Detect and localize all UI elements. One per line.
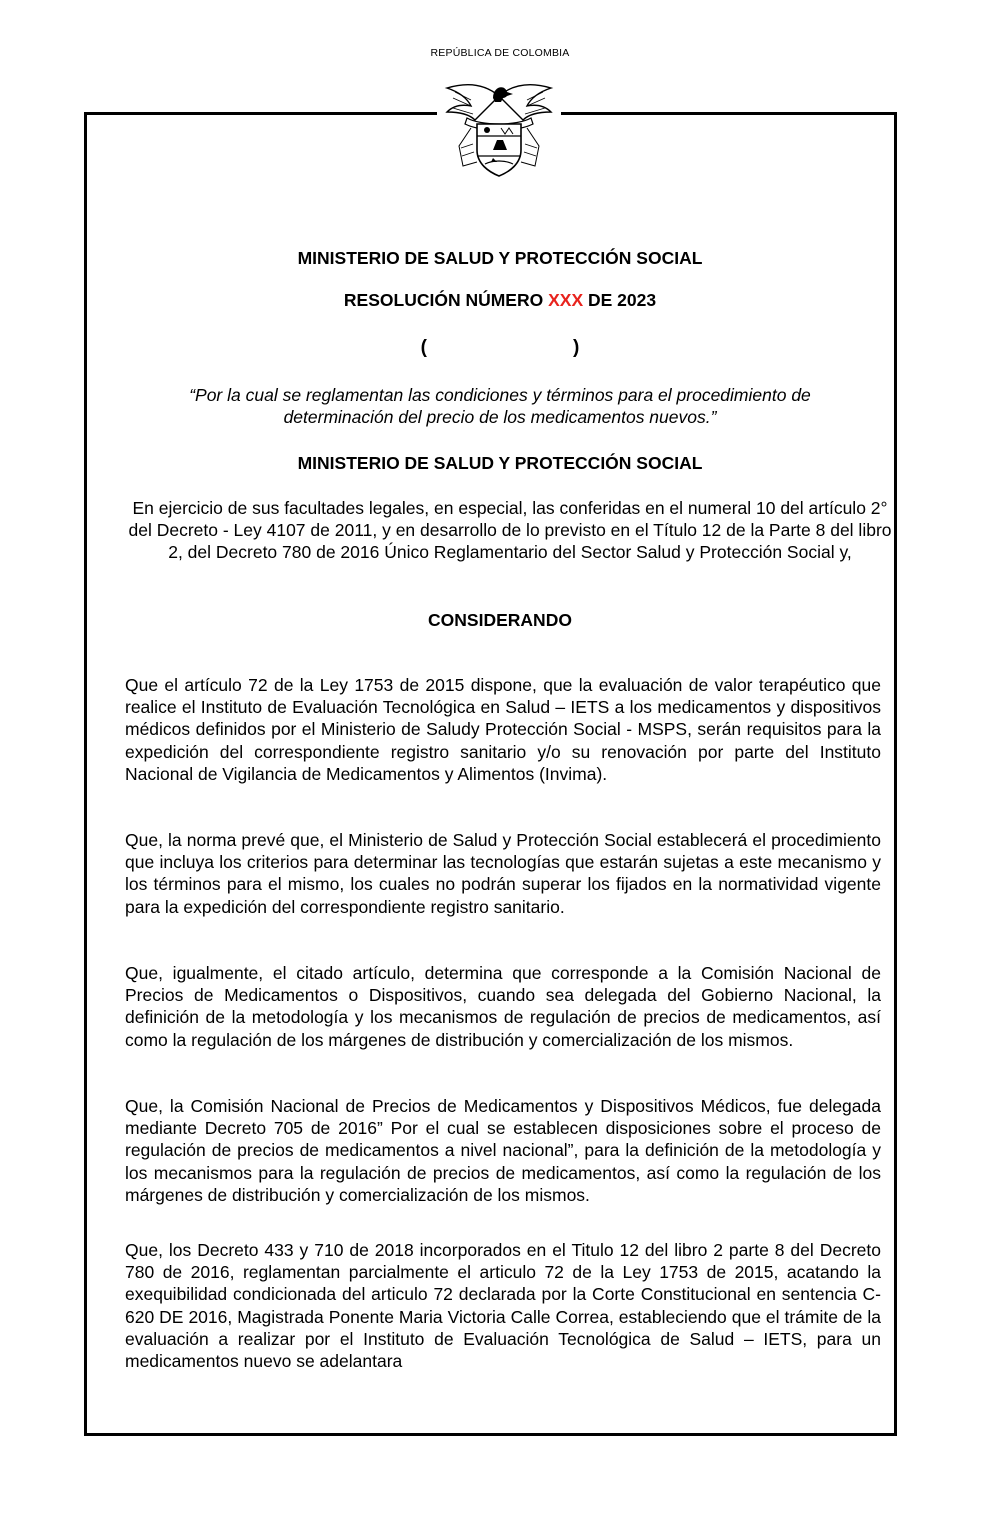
considerando-paragraph: Que, la norma prevé que, el Ministerio de Salud y Protección Social establecerá el procedimiento que incluya los criterios para determinar las tecnologías que estarán sujetas a este mecanismo y los términos para el mismo, los cuales no podrán superar los fijados en la normatividad vigente para la expedición del correspondiente registro sanitario.	[125, 830, 881, 917]
coat-of-arms-icon	[437, 76, 561, 184]
paren-close: )	[573, 337, 580, 358]
paren-open: (	[420, 337, 427, 358]
date-placeholder	[100, 337, 900, 359]
authority-ministerio: MINISTERIO DE SALUD Y PROTECCIÓN SOCIAL	[297, 453, 703, 473]
resolucion-prefix: RESOLUCIÓN NÚMERO	[343, 290, 549, 310]
considerando-paragraph: Que, la Comisión Nacional de Precios de Medicamentos y Dispositivos Médicos, fue delegada mediante Decreto 705 de 2016” Por el cual se establecen disposiciones sobre el proceso de regulación de precios de medicamentos a nivel nacional”, para la definición de la metodología y los mecanismos para la regulación de precios de medicamentos, así como la regulación de los márgenes de distribución y comercialización de los mismos.	[125, 1096, 881, 1205]
considerando-heading: CONSIDERANDO	[428, 610, 572, 630]
republica-header: REPÚBLICA DE COLOMBIA	[430, 47, 570, 59]
ministerio-title: MINISTERIO DE SALUD Y PROTECCIÓN SOCIAL	[297, 248, 703, 268]
epigrafe: “Por la cual se reglamentan las condiciones y términos para el procedimiento de determinación del precio de los medicamentos nuevos.”	[189, 385, 811, 427]
considerando-paragraph: Que el artículo 72 de la Ley 1753 de 2015 dispone, que la evaluación de valor terapéutico que realice el Instituto de Evaluación Tecnológica en Salud – IETS a los medicamentos y dispositivos médicos definidos por el Ministerio de Saludy Protección Social - MSPS, serán requisitos para la expedición del correspondiente registro sanitario y/o su renovación por parte del Instituto Nacional de Vigilancia de Medicamentos y Alimentos (Invima).	[125, 675, 881, 784]
resolucion-title	[100, 290, 900, 311]
ejercicio-paragraph: En ejercicio de sus facultades legales, en especial, las conferidas en el numeral 10 del artículo 2° del Decreto - Ley 4107 de 2011, y en desarrollo de lo previsto en el Título 12 de la Parte 8 del libro 2, del Decreto 780 de 2016 Único Reglamentario del Sector Salud y Protección Social y,	[128, 498, 892, 562]
resolucion-suffix: DE 2023	[583, 290, 657, 310]
considerando-paragraph: Que, igualmente, el citado artículo, determina que corresponde a la Comisión Nacional de Precios de Medicamentos o Dispositivos, cuando sea delegada del Gobierno Nacional, la definición de la metodología y los mecanismos de regulación de precios de medicamentos, así como la regulación de los márgenes de distribución y comercialización de los mismos.	[125, 963, 881, 1050]
resolucion-number: XXX	[548, 290, 584, 310]
considerando-paragraph: Que, los Decreto 433 y 710 de 2018 incorporados en el Titulo 12 del libro 2 parte 8 del Decreto 780 de 2016, reglamentan parcialmente el articulo 72 de la Ley 1753 de 2015, acatando la exequibilidad condicionada del articulo 72 declarada por la Corte Constitucional en sentencia C- 620 DE 2016, Magistrada Ponente Maria Victoria Calle Correa, estableciendo que el trámite de la evaluación a realizar por el Instituto de Evaluación Tecnológica de Salud – IETS, para un medicamentos nuevo se adelantara	[125, 1240, 881, 1372]
